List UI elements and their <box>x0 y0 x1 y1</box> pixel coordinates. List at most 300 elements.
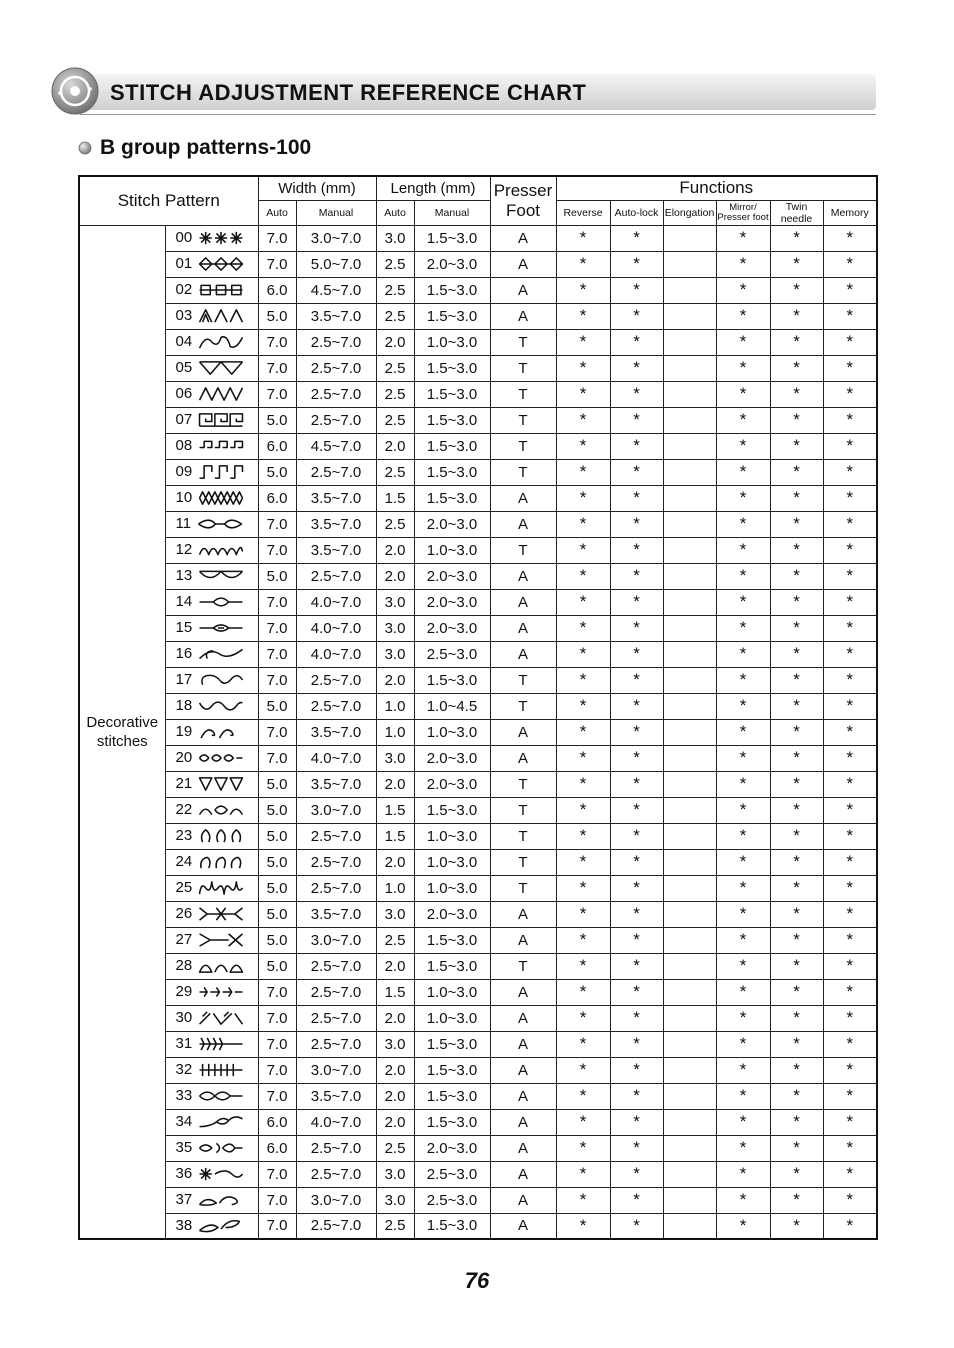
pattern-cell <box>165 511 258 537</box>
elongation-function-cell <box>663 1083 716 1109</box>
twin-function-cell: * <box>770 485 823 511</box>
elongation-function-cell <box>663 277 716 303</box>
mirror-function-cell: * <box>716 277 770 303</box>
mirror-function-cell: * <box>716 797 770 823</box>
length-manual-cell: 2.0~3.0 <box>414 615 490 641</box>
elongation-function-cell <box>663 719 716 745</box>
mirror-function-cell: * <box>716 979 770 1005</box>
reverse-function-cell: * <box>556 615 610 641</box>
presser-foot-cell: A <box>490 641 556 667</box>
mirror-function-cell: * <box>716 927 770 953</box>
reverse-function-cell: * <box>556 667 610 693</box>
length-auto-cell: 1.0 <box>376 875 414 901</box>
width-auto-cell: 5.0 <box>258 823 296 849</box>
table-row <box>79 563 877 589</box>
mirror-function-cell: * <box>716 849 770 875</box>
stitch-pattern-icon <box>198 645 244 663</box>
stitch-pattern-icon <box>198 1009 244 1027</box>
pattern-number: 29 <box>175 982 193 1000</box>
reverse-function-cell: * <box>556 433 610 459</box>
pattern-number: 35 <box>175 1138 193 1156</box>
table-row <box>79 303 877 329</box>
twin-function-cell: * <box>770 589 823 615</box>
twin-function-cell: * <box>770 563 823 589</box>
presser-foot-cell: T <box>490 407 556 433</box>
length-auto-cell: 2.0 <box>376 1057 414 1083</box>
stitch-pattern-icon <box>198 1191 244 1209</box>
reverse-function-cell: * <box>556 225 610 251</box>
table-row <box>79 381 877 407</box>
presser-foot-cell: A <box>490 1109 556 1135</box>
pattern-number: 23 <box>175 826 193 844</box>
presser-foot-cell: A <box>490 225 556 251</box>
presser-foot-cell: A <box>490 303 556 329</box>
page-number: 76 <box>464 1268 490 1293</box>
width-manual-cell: 3.5~7.0 <box>296 901 376 927</box>
twin-function-cell: * <box>770 745 823 771</box>
stitch-pattern-icon <box>198 1113 244 1131</box>
pattern-number: 16 <box>175 644 193 662</box>
length-auto-cell: 3.0 <box>376 615 414 641</box>
pattern-cell <box>165 771 258 797</box>
reverse-function-cell: * <box>556 745 610 771</box>
width-manual-cell: 4.0~7.0 <box>296 589 376 615</box>
twin-function-cell: * <box>770 797 823 823</box>
length-auto-cell: 2.5 <box>376 381 414 407</box>
width-manual-cell: 2.5~7.0 <box>296 381 376 407</box>
pattern-cell <box>165 329 258 355</box>
table-row <box>79 745 877 771</box>
pattern-cell <box>165 537 258 563</box>
autolock-function-cell: * <box>610 719 663 745</box>
pattern-number: 38 <box>175 1216 193 1234</box>
presser-foot-cell: A <box>490 563 556 589</box>
width-manual-cell: 3.5~7.0 <box>296 511 376 537</box>
pattern-number: 20 <box>175 748 193 766</box>
elongation-function-cell <box>663 589 716 615</box>
table-row <box>79 771 877 797</box>
presser-foot-cell: A <box>490 251 556 277</box>
autolock-function-cell: * <box>610 537 663 563</box>
autolock-function-cell: * <box>610 1213 663 1239</box>
stitch-pattern-icon <box>198 255 244 273</box>
width-auto-cell: 7.0 <box>258 719 296 745</box>
pattern-number: 03 <box>175 306 193 324</box>
reverse-function-cell: * <box>556 485 610 511</box>
autolock-function-cell: * <box>610 615 663 641</box>
width-manual-cell: 4.0~7.0 <box>296 745 376 771</box>
reverse-function-cell: * <box>556 641 610 667</box>
twin-function-cell: * <box>770 1213 823 1239</box>
length-auto-cell: 3.0 <box>376 589 414 615</box>
length-auto-cell: 2.0 <box>376 563 414 589</box>
pattern-number: 33 <box>175 1086 193 1104</box>
length-auto-cell: 2.0 <box>376 771 414 797</box>
length-manual-cell: 1.5~3.0 <box>414 1213 490 1239</box>
pattern-number: 32 <box>175 1060 193 1078</box>
header-width-manual: Manual <box>296 200 376 225</box>
width-manual-cell: 3.0~7.0 <box>296 1057 376 1083</box>
presser-foot-cell: A <box>490 511 556 537</box>
length-manual-cell: 1.5~3.0 <box>414 953 490 979</box>
width-auto-cell: 7.0 <box>258 1213 296 1239</box>
header-mirror <box>716 200 770 225</box>
twin-function-cell: * <box>770 251 823 277</box>
width-auto-cell: 5.0 <box>258 927 296 953</box>
width-manual-cell: 4.5~7.0 <box>296 433 376 459</box>
length-auto-cell: 1.0 <box>376 719 414 745</box>
pattern-number: 11 <box>175 514 192 532</box>
length-manual-cell: 2.0~3.0 <box>414 251 490 277</box>
presser-foot-cell: A <box>490 485 556 511</box>
pattern-number: 02 <box>175 280 193 298</box>
width-auto-cell: 7.0 <box>258 615 296 641</box>
width-auto-cell: 7.0 <box>258 511 296 537</box>
autolock-function-cell: * <box>610 329 663 355</box>
memory-function-cell: * <box>823 225 877 251</box>
width-auto-cell: 5.0 <box>258 901 296 927</box>
pattern-number: 31 <box>175 1034 193 1052</box>
memory-function-cell: * <box>823 823 877 849</box>
pattern-number: 21 <box>175 774 193 792</box>
memory-function-cell: * <box>823 1135 877 1161</box>
header-twin-needle: Twin needle <box>770 200 823 225</box>
presser-foot-cell: A <box>490 1187 556 1213</box>
width-auto-cell: 5.0 <box>258 953 296 979</box>
reverse-function-cell: * <box>556 771 610 797</box>
autolock-function-cell: * <box>610 1161 663 1187</box>
width-auto-cell: 7.0 <box>258 641 296 667</box>
mirror-function-cell: * <box>716 407 770 433</box>
width-auto-cell: 5.0 <box>258 849 296 875</box>
mirror-function-cell: * <box>716 901 770 927</box>
presser-foot-cell: A <box>490 901 556 927</box>
width-auto-cell: 7.0 <box>258 1187 296 1213</box>
memory-function-cell: * <box>823 329 877 355</box>
autolock-function-cell: * <box>610 511 663 537</box>
memory-function-cell: * <box>823 719 877 745</box>
width-auto-cell: 5.0 <box>258 407 296 433</box>
pattern-cell <box>165 407 258 433</box>
twin-function-cell: * <box>770 1161 823 1187</box>
section-title: B group patterns-100 <box>100 136 312 159</box>
autolock-function-cell: * <box>610 693 663 719</box>
pattern-cell <box>165 1187 258 1213</box>
header-length-manual: Manual <box>414 200 490 225</box>
twin-function-cell: * <box>770 1057 823 1083</box>
presser-foot-cell: T <box>490 849 556 875</box>
length-manual-cell: 1.5~3.0 <box>414 433 490 459</box>
pattern-cell <box>165 693 258 719</box>
width-auto-cell: 7.0 <box>258 1083 296 1109</box>
length-manual-cell: 2.0~3.0 <box>414 589 490 615</box>
presser-foot-cell: A <box>490 615 556 641</box>
table-row <box>79 1109 877 1135</box>
autolock-function-cell: * <box>610 1135 663 1161</box>
stitch-pattern-icon <box>197 515 243 533</box>
pattern-cell <box>165 1057 258 1083</box>
mirror-function-cell: * <box>716 1005 770 1031</box>
mirror-function-cell: * <box>716 485 770 511</box>
mirror-function-cell: * <box>716 953 770 979</box>
twin-function-cell: * <box>770 901 823 927</box>
pattern-number: 36 <box>175 1164 193 1182</box>
twin-function-cell: * <box>770 1135 823 1161</box>
width-auto-cell: 5.0 <box>258 459 296 485</box>
page-header <box>50 66 876 116</box>
mirror-function-cell: * <box>716 1083 770 1109</box>
pattern-cell <box>165 251 258 277</box>
table-row <box>79 537 877 563</box>
pattern-number: 07 <box>175 410 193 428</box>
presser-foot-cell: A <box>490 1057 556 1083</box>
twin-function-cell: * <box>770 693 823 719</box>
autolock-function-cell: * <box>610 355 663 381</box>
width-manual-cell: 2.5~7.0 <box>296 1031 376 1057</box>
presser-foot-cell: A <box>490 979 556 1005</box>
length-manual-cell: 2.5~3.0 <box>414 1187 490 1213</box>
length-manual-cell: 1.5~3.0 <box>414 1109 490 1135</box>
header-divider <box>80 114 876 115</box>
reverse-function-cell: * <box>556 953 610 979</box>
memory-function-cell: * <box>823 537 877 563</box>
autolock-function-cell: * <box>610 459 663 485</box>
pattern-number: 37 <box>175 1190 193 1208</box>
length-manual-cell: 1.5~3.0 <box>414 381 490 407</box>
memory-function-cell: * <box>823 511 877 537</box>
width-auto-cell: 7.0 <box>258 537 296 563</box>
elongation-function-cell <box>663 823 716 849</box>
header-width: Width (mm) <box>258 176 376 200</box>
pattern-cell <box>165 667 258 693</box>
twin-function-cell: * <box>770 329 823 355</box>
stitch-pattern-icon <box>198 827 244 845</box>
mirror-function-cell: * <box>716 563 770 589</box>
width-auto-cell: 7.0 <box>258 745 296 771</box>
length-auto-cell: 1.5 <box>376 823 414 849</box>
presser-foot-cell: A <box>490 1213 556 1239</box>
width-manual-cell: 2.5~7.0 <box>296 1135 376 1161</box>
memory-function-cell: * <box>823 979 877 1005</box>
pattern-cell <box>165 303 258 329</box>
memory-function-cell: * <box>823 459 877 485</box>
autolock-function-cell: * <box>610 225 663 251</box>
pattern-number: 01 <box>175 254 193 272</box>
elongation-function-cell <box>663 1187 716 1213</box>
table-row <box>79 693 877 719</box>
width-manual-cell: 5.0~7.0 <box>296 251 376 277</box>
presser-foot-cell: A <box>490 277 556 303</box>
length-auto-cell: 2.5 <box>376 277 414 303</box>
table-row <box>79 225 877 251</box>
twin-function-cell: * <box>770 1031 823 1057</box>
pattern-number: 15 <box>175 618 193 636</box>
twin-function-cell: * <box>770 875 823 901</box>
pattern-cell <box>165 459 258 485</box>
length-manual-cell: 1.5~3.0 <box>414 1083 490 1109</box>
stitch-pattern-icon <box>198 905 244 923</box>
width-auto-cell: 7.0 <box>258 251 296 277</box>
length-auto-cell: 3.0 <box>376 641 414 667</box>
memory-function-cell: * <box>823 1213 877 1239</box>
header-functions: Functions <box>556 176 877 200</box>
stitch-pattern-icon <box>198 541 244 559</box>
width-manual-cell: 2.5~7.0 <box>296 979 376 1005</box>
length-auto-cell: 2.5 <box>376 355 414 381</box>
pattern-number: 22 <box>175 800 193 818</box>
memory-function-cell: * <box>823 407 877 433</box>
reverse-function-cell: * <box>556 589 610 615</box>
presser-foot-cell: T <box>490 771 556 797</box>
length-auto-cell: 2.0 <box>376 1109 414 1135</box>
header-width-auto: Auto <box>258 200 296 225</box>
length-manual-cell: 1.5~3.0 <box>414 485 490 511</box>
stitch-pattern-icon <box>198 1165 244 1183</box>
table-row <box>79 979 877 1005</box>
twin-function-cell: * <box>770 459 823 485</box>
mirror-function-cell: * <box>716 875 770 901</box>
reverse-function-cell: * <box>556 1213 610 1239</box>
width-manual-cell: 2.5~7.0 <box>296 1213 376 1239</box>
length-auto-cell: 3.0 <box>376 745 414 771</box>
width-auto-cell: 5.0 <box>258 563 296 589</box>
pattern-cell <box>165 953 258 979</box>
memory-function-cell: * <box>823 641 877 667</box>
presser-foot-cell: A <box>490 927 556 953</box>
table-row <box>79 459 877 485</box>
width-manual-cell: 4.0~7.0 <box>296 615 376 641</box>
reverse-function-cell: * <box>556 1161 610 1187</box>
length-manual-cell: 1.0~3.0 <box>414 329 490 355</box>
length-auto-cell: 2.0 <box>376 329 414 355</box>
pattern-cell <box>165 1083 258 1109</box>
stitch-pattern-icon <box>198 333 244 351</box>
length-manual-cell: 1.5~3.0 <box>414 667 490 693</box>
width-auto-cell: 6.0 <box>258 277 296 303</box>
mirror-function-cell: * <box>716 1057 770 1083</box>
stitch-reference-table <box>78 175 878 1240</box>
elongation-function-cell <box>663 407 716 433</box>
length-manual-cell: 1.5~3.0 <box>414 277 490 303</box>
table-row <box>79 927 877 953</box>
length-auto-cell: 3.0 <box>376 901 414 927</box>
mirror-function-cell: * <box>716 511 770 537</box>
reverse-function-cell: * <box>556 927 610 953</box>
width-manual-cell: 2.5~7.0 <box>296 667 376 693</box>
reverse-function-cell: * <box>556 1109 610 1135</box>
twin-function-cell: * <box>770 849 823 875</box>
twin-function-cell: * <box>770 511 823 537</box>
autolock-function-cell: * <box>610 979 663 1005</box>
length-auto-cell: 1.5 <box>376 797 414 823</box>
length-auto-cell: 2.0 <box>376 953 414 979</box>
width-manual-cell: 2.5~7.0 <box>296 1161 376 1187</box>
reverse-function-cell: * <box>556 1031 610 1057</box>
presser-foot-cell: A <box>490 1031 556 1057</box>
width-auto-cell: 7.0 <box>258 979 296 1005</box>
autolock-function-cell: * <box>610 797 663 823</box>
reverse-function-cell: * <box>556 875 610 901</box>
reverse-function-cell: * <box>556 303 610 329</box>
reverse-function-cell: * <box>556 979 610 1005</box>
memory-function-cell: * <box>823 303 877 329</box>
header-mirror-line1: Mirror/ <box>729 201 757 213</box>
table-row <box>79 355 877 381</box>
twin-function-cell: * <box>770 615 823 641</box>
table-row <box>79 823 877 849</box>
twin-function-cell: * <box>770 225 823 251</box>
length-manual-cell: 2.0~3.0 <box>414 901 490 927</box>
elongation-function-cell <box>663 849 716 875</box>
table-row <box>79 277 877 303</box>
pattern-cell <box>165 1109 258 1135</box>
twin-function-cell: * <box>770 537 823 563</box>
memory-function-cell: * <box>823 953 877 979</box>
pattern-cell <box>165 875 258 901</box>
presser-foot-cell: T <box>490 823 556 849</box>
category-label-line1: Decorative <box>86 713 159 731</box>
pattern-cell <box>165 641 258 667</box>
width-auto-cell: 6.0 <box>258 485 296 511</box>
length-auto-cell: 2.0 <box>376 537 414 563</box>
table-row <box>79 1187 877 1213</box>
table-row <box>79 953 877 979</box>
autolock-function-cell: * <box>610 641 663 667</box>
elongation-function-cell <box>663 1109 716 1135</box>
elongation-function-cell <box>663 1213 716 1239</box>
presser-foot-cell: T <box>490 459 556 485</box>
length-auto-cell: 1.5 <box>376 485 414 511</box>
autolock-function-cell: * <box>610 1187 663 1213</box>
reverse-function-cell: * <box>556 329 610 355</box>
width-manual-cell: 3.0~7.0 <box>296 797 376 823</box>
pattern-cell <box>165 901 258 927</box>
elongation-function-cell <box>663 901 716 927</box>
elongation-function-cell <box>663 693 716 719</box>
width-auto-cell: 7.0 <box>258 329 296 355</box>
width-auto-cell: 7.0 <box>258 381 296 407</box>
stitch-pattern-icon <box>198 1087 244 1105</box>
pattern-cell <box>165 1005 258 1031</box>
elongation-function-cell <box>663 433 716 459</box>
autolock-function-cell: * <box>610 485 663 511</box>
memory-function-cell: * <box>823 901 877 927</box>
memory-function-cell: * <box>823 1187 877 1213</box>
autolock-function-cell: * <box>610 1083 663 1109</box>
length-manual-cell: 1.5~3.0 <box>414 927 490 953</box>
memory-function-cell: * <box>823 927 877 953</box>
reverse-function-cell: * <box>556 355 610 381</box>
elongation-function-cell <box>663 1135 716 1161</box>
stitch-pattern-icon <box>198 307 244 325</box>
table-row <box>79 485 877 511</box>
length-manual-cell: 2.0~3.0 <box>414 771 490 797</box>
table-row <box>79 1031 877 1057</box>
pattern-number: 13 <box>175 566 193 584</box>
table-row <box>79 1005 877 1031</box>
pattern-cell <box>165 1135 258 1161</box>
table-row <box>79 251 877 277</box>
table-row <box>79 407 877 433</box>
width-auto-cell: 7.0 <box>258 1005 296 1031</box>
reverse-function-cell: * <box>556 459 610 485</box>
stitch-pattern-icon <box>198 983 244 1001</box>
memory-function-cell: * <box>823 563 877 589</box>
twin-function-cell: * <box>770 303 823 329</box>
pattern-cell <box>165 589 258 615</box>
width-manual-cell: 3.0~7.0 <box>296 927 376 953</box>
stitch-pattern-icon <box>198 723 244 741</box>
